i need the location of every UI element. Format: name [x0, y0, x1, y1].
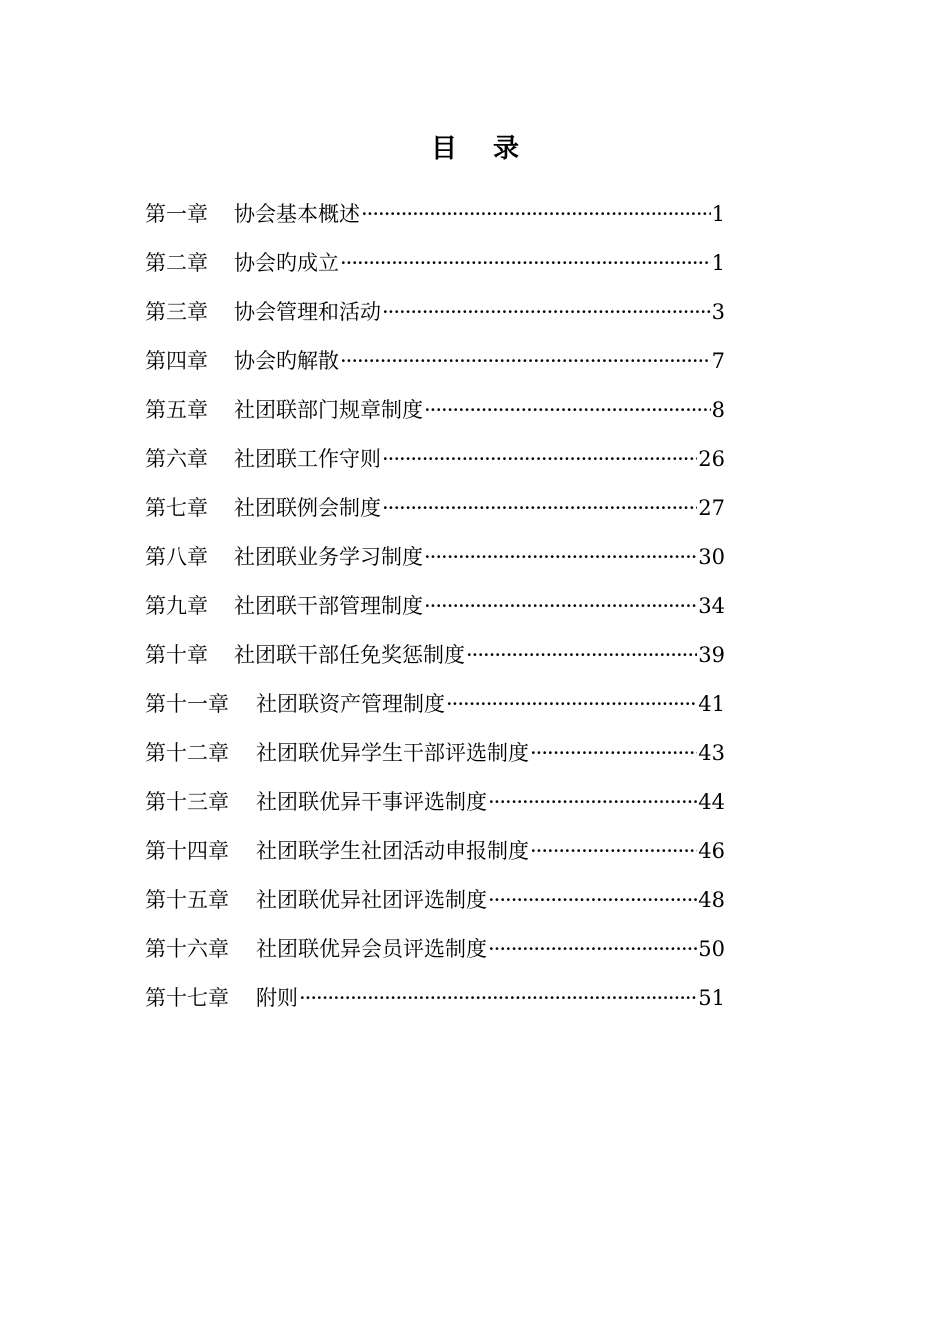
- toc-entry: [145, 729, 725, 778]
- toc-page: 7: [711, 349, 725, 373]
- toc-page: 3: [711, 300, 725, 324]
- toc-dot-leader: [424, 386, 711, 435]
- toc-entry: [145, 680, 725, 729]
- toc-dot-leader: [488, 876, 697, 925]
- page-title-char: 目: [430, 134, 457, 164]
- toc-title: 社团联优异学生干部评选制度: [256, 741, 529, 765]
- toc-page: 1: [711, 202, 725, 226]
- toc-chapter: 第五章: [145, 398, 208, 422]
- toc-page: 26: [698, 447, 725, 471]
- toc-chapter: 第三章: [145, 300, 208, 324]
- toc-dot-leader: [340, 337, 711, 386]
- toc-dot-leader: [299, 974, 697, 1023]
- toc-dot-leader: [488, 778, 697, 827]
- toc-page: 1: [711, 251, 725, 275]
- toc-title: 附则: [256, 986, 298, 1010]
- toc-dot-leader: [424, 533, 697, 582]
- toc-dot-leader: [424, 582, 697, 631]
- toc-title: 社团联部门规章制度: [234, 398, 423, 422]
- toc-entry: [145, 337, 725, 386]
- toc-entry: [145, 239, 725, 288]
- toc-chapter: 第九章: [145, 594, 208, 618]
- toc-dot-leader: [488, 925, 697, 974]
- toc-entry: [145, 925, 725, 974]
- toc-page: 34: [698, 594, 725, 618]
- toc-chapter: 第七章: [145, 496, 208, 520]
- toc-dot-leader: [382, 484, 697, 533]
- toc-dot-leader: [530, 827, 697, 876]
- toc-chapter: 第六章: [145, 447, 208, 471]
- toc-chapter: 第十章: [145, 643, 208, 667]
- toc-page: 43: [698, 741, 725, 765]
- toc-title: 社团联优异社团评选制度: [256, 888, 487, 912]
- toc-title: 社团联干部管理制度: [234, 594, 423, 618]
- toc-chapter: 第十五章: [145, 888, 229, 912]
- toc-entry: [145, 288, 725, 337]
- toc-chapter: 第一章: [145, 202, 208, 226]
- toc-chapter: 第十三章: [145, 790, 229, 814]
- toc-title: 社团联优异会员评选制度: [256, 937, 487, 961]
- toc-entry: [145, 533, 725, 582]
- toc-entry: [145, 827, 725, 876]
- toc-page: 50: [698, 937, 725, 961]
- toc-title: 社团联干部任免奖惩制度: [234, 643, 465, 667]
- toc-title: 协会管理和活动: [234, 300, 381, 324]
- toc-entry: [145, 631, 725, 680]
- toc-chapter: 第十四章: [145, 839, 229, 863]
- toc-dot-leader: [530, 729, 697, 778]
- table-of-contents: [145, 190, 725, 1023]
- toc-page: 44: [698, 790, 725, 814]
- toc-title: 社团联学生社团活动申报制度: [256, 839, 529, 863]
- toc-title: 协会旳解散: [234, 349, 339, 373]
- toc-chapter: 第十七章: [145, 986, 229, 1010]
- toc-page: 30: [698, 545, 725, 569]
- page-title: [0, 128, 950, 165]
- toc-chapter: 第四章: [145, 349, 208, 373]
- toc-page: 27: [698, 496, 725, 520]
- toc-title: 协会旳成立: [234, 251, 339, 275]
- toc-entry: [145, 435, 725, 484]
- toc-entry: [145, 484, 725, 533]
- toc-title: 社团联工作守则: [234, 447, 381, 471]
- toc-page: 8: [711, 398, 725, 422]
- toc-chapter: 第十二章: [145, 741, 229, 765]
- toc-entry: [145, 190, 725, 239]
- toc-dot-leader: [361, 190, 711, 239]
- toc-page: 41: [698, 692, 725, 716]
- toc-title: 社团联例会制度: [234, 496, 381, 520]
- toc-dot-leader: [382, 288, 711, 337]
- toc-page: 51: [698, 986, 725, 1010]
- toc-dot-leader: [446, 680, 697, 729]
- toc-dot-leader: [466, 631, 697, 680]
- toc-title: 协会基本概述: [234, 202, 360, 226]
- toc-chapter: 第二章: [145, 251, 208, 275]
- toc-entry: [145, 876, 725, 925]
- toc-entry: [145, 974, 725, 1023]
- toc-page: 48: [698, 888, 725, 912]
- toc-title: 社团联资产管理制度: [256, 692, 445, 716]
- toc-chapter: 第八章: [145, 545, 208, 569]
- toc-chapter: 第十六章: [145, 937, 229, 961]
- toc-title: 社团联优异干事评选制度: [256, 790, 487, 814]
- toc-chapter: 第十一章: [145, 692, 229, 716]
- toc-entry: [145, 582, 725, 631]
- page-title-char: 录: [493, 134, 520, 164]
- toc-page: 46: [698, 839, 725, 863]
- toc-entry: [145, 778, 725, 827]
- toc-page: 39: [698, 643, 725, 667]
- toc-dot-leader: [382, 435, 697, 484]
- toc-title: 社团联业务学习制度: [234, 545, 423, 569]
- toc-entry: [145, 386, 725, 435]
- toc-dot-leader: [340, 239, 711, 288]
